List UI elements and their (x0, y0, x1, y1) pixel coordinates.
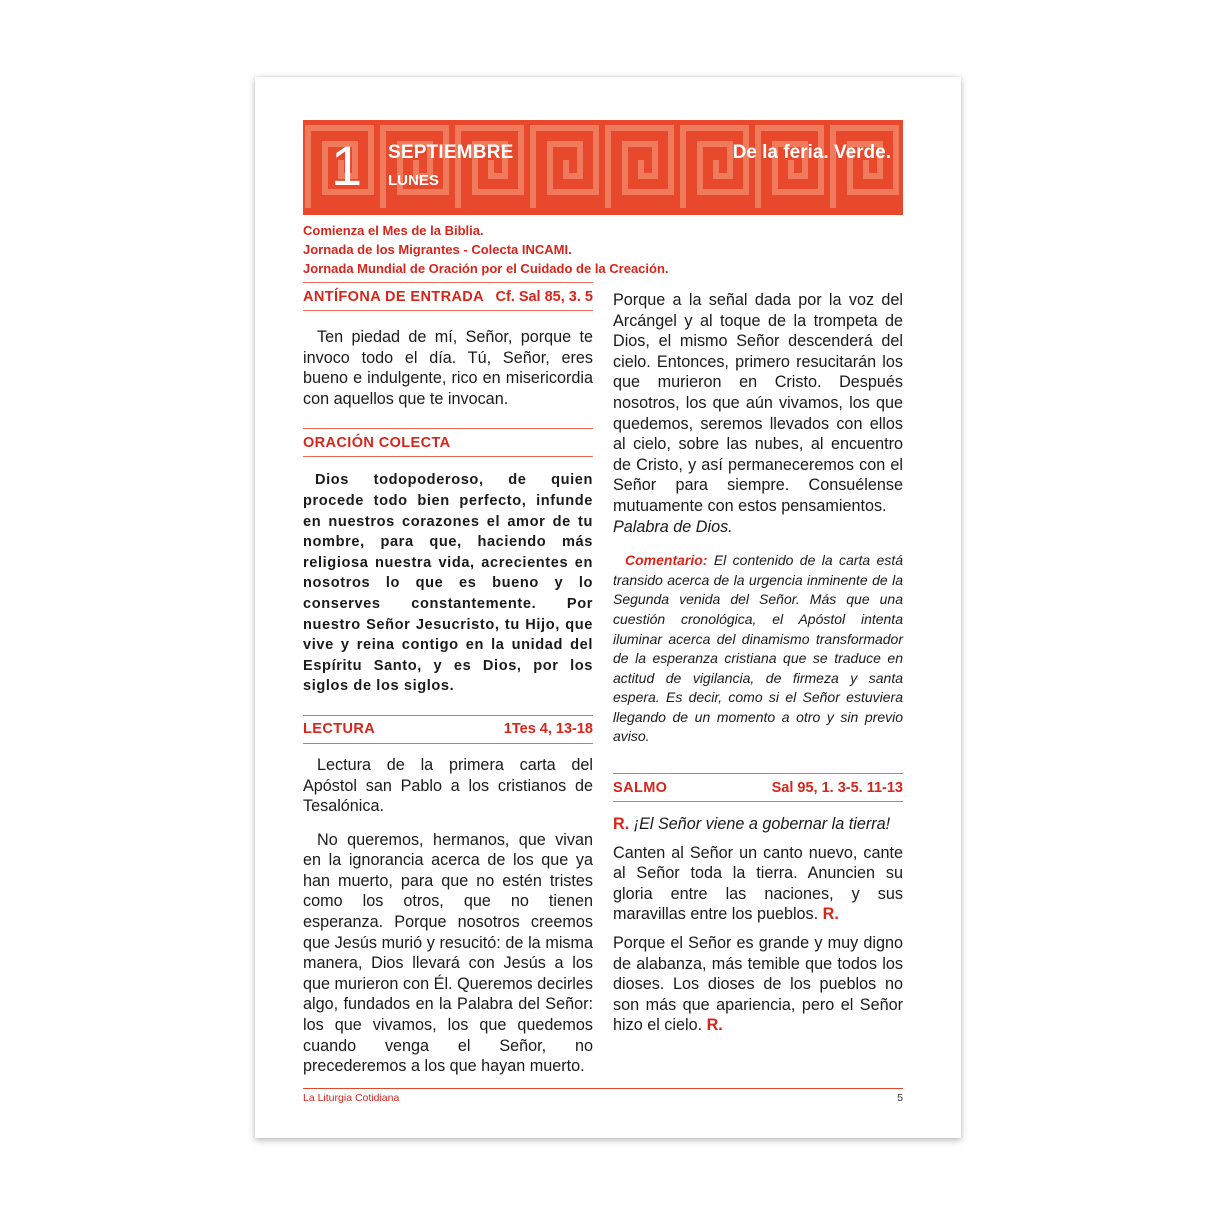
comentario-text: El contenido de la carta está transido acerca de la urgencia inminente de la Segunda venida del Señor. Más que una cuestión cronológica, el Apóstol intenta iluminar acerca del dinamismo transformador de la esperanza cristiana que se traduce en actitud de vigilancia, de firmeza y santa espera. Es decir, como si el Señor estuviera llegando de un momento a otro y sin previo aviso. (613, 552, 903, 745)
publication-name: La Liturgia Cotidiana (303, 1092, 400, 1104)
antifona-ref: Cf. Sal 85, 3. 5 (495, 288, 593, 305)
salmo-ref: Sal 95, 1. 3-5. 11-13 (771, 779, 903, 796)
salmo-title: SALMO (613, 779, 668, 796)
oracion-title: ORACIÓN COLECTA (303, 434, 451, 451)
response-marker: R. (613, 815, 630, 834)
antifona-text: Ten piedad de mí, Señor, porque te invoco todo el día. Tú, Señor, eres bueno e indulgente, rico en misericordia con aquellos que te invocan. (303, 328, 593, 408)
note-line: Jornada Mundial de Oración por el Cuidado de la Creación. (303, 261, 669, 276)
left-column (303, 282, 593, 1077)
lectura-heading (303, 715, 593, 744)
oracion-heading (303, 428, 593, 457)
weekday-label: LUNES (388, 172, 439, 189)
antifona-heading (303, 282, 593, 311)
lectura-title: LECTURA (303, 721, 376, 738)
response-marker: R. (706, 1016, 723, 1035)
month-label: SEPTIEMBRE (388, 142, 514, 163)
lectura-text: No queremos, hermanos, que vivan en la ignorancia acerca de los que ya han muerto, para que no estén tristes como los otros, que no tienen esperanza. Porque nosotros creemos que Jesús murió y resucitó: de la misma manera, Dios llevará con Jesús a los que murieron con Él. Queremos decirles algo, fundados en la Palabra del Señor: los que vivamos, los que quedemos cuando venga el Señor, no precederemos a los que hayan muerto. (303, 830, 593, 1076)
day-number: 1 (331, 134, 363, 197)
lectura-intro: Lectura de la primera carta del Apóstol san Pablo a los cristianos de Tesalónica. (303, 755, 593, 816)
greek-key-pattern (303, 120, 903, 215)
salmo-stanza-2 (613, 933, 903, 1036)
lectura-closing: Palabra de Dios. (613, 517, 733, 536)
date-banner (303, 120, 903, 215)
oracion-text: Dios todopoderoso, de quien procede todo bien perfecto, infunde en nuestros corazones el amor de tu nombre, para que, haciendo más religiosa nuestra vida, acrecientes en nosotros lo que es bueno y lo conserves constantemente. Por nuestro Señor Jesucristo, tu Hijo, que vive y reina contigo en la unidad del Espíritu Santo, y es Dios, por los siglos de los siglos. (303, 472, 593, 695)
comentario-block (613, 551, 903, 747)
lectura-continuation: Porque a la señal dada por la voz del Arcángel y al toque de la trompeta de Dios, el mismo Señor descenderá del cielo. Entonces, primero resucitarán los que murieron en Cristo. Después nosotros, los que aún vivamos, los que quedemos, seremos llevados con ellos al cielo, sobre las nubes, al encuentro de Cristo, y así permaneceremos con el Señor para siempre. Consuélense mutuamente con estos pensamientos. (613, 291, 903, 515)
note-line: Comienza el Mes de la Biblia. (303, 223, 484, 238)
lectura-ref: 1Tes 4, 13-18 (503, 721, 593, 738)
salmo-heading (613, 773, 903, 802)
page-number: 5 (897, 1092, 903, 1104)
comentario-label: Comentario: (625, 552, 708, 569)
salmo-stanza-1 (613, 843, 903, 925)
feria-label: De la feria. Verde. (732, 142, 891, 163)
liturgy-page (255, 77, 961, 1138)
footer-divider (303, 1088, 903, 1089)
right-column (613, 290, 903, 1036)
antifona-title: ANTÍFONA DE ENTRADA (303, 288, 485, 305)
response-marker: R. (822, 905, 839, 924)
stanza-2-text: Porque el Señor es grande y muy digno de alabanza, más temible que todos los dioses. Los dioses de los pueblos no son más que apariencia, pero el Señor hizo el cielo. (613, 934, 903, 1035)
day-notes (303, 221, 903, 278)
note-line: Jornada de los Migrantes - Colecta INCAMI. (303, 242, 572, 257)
salmo-response (613, 814, 903, 835)
response-text: ¡El Señor viene a gobernar la tierra! (633, 815, 891, 834)
stanza-1-text: Canten al Señor un canto nuevo, cante al Señor toda la tierra. Anuncien su gloria entre las naciones, y sus maravillas entre los pueblos. (613, 843, 903, 924)
